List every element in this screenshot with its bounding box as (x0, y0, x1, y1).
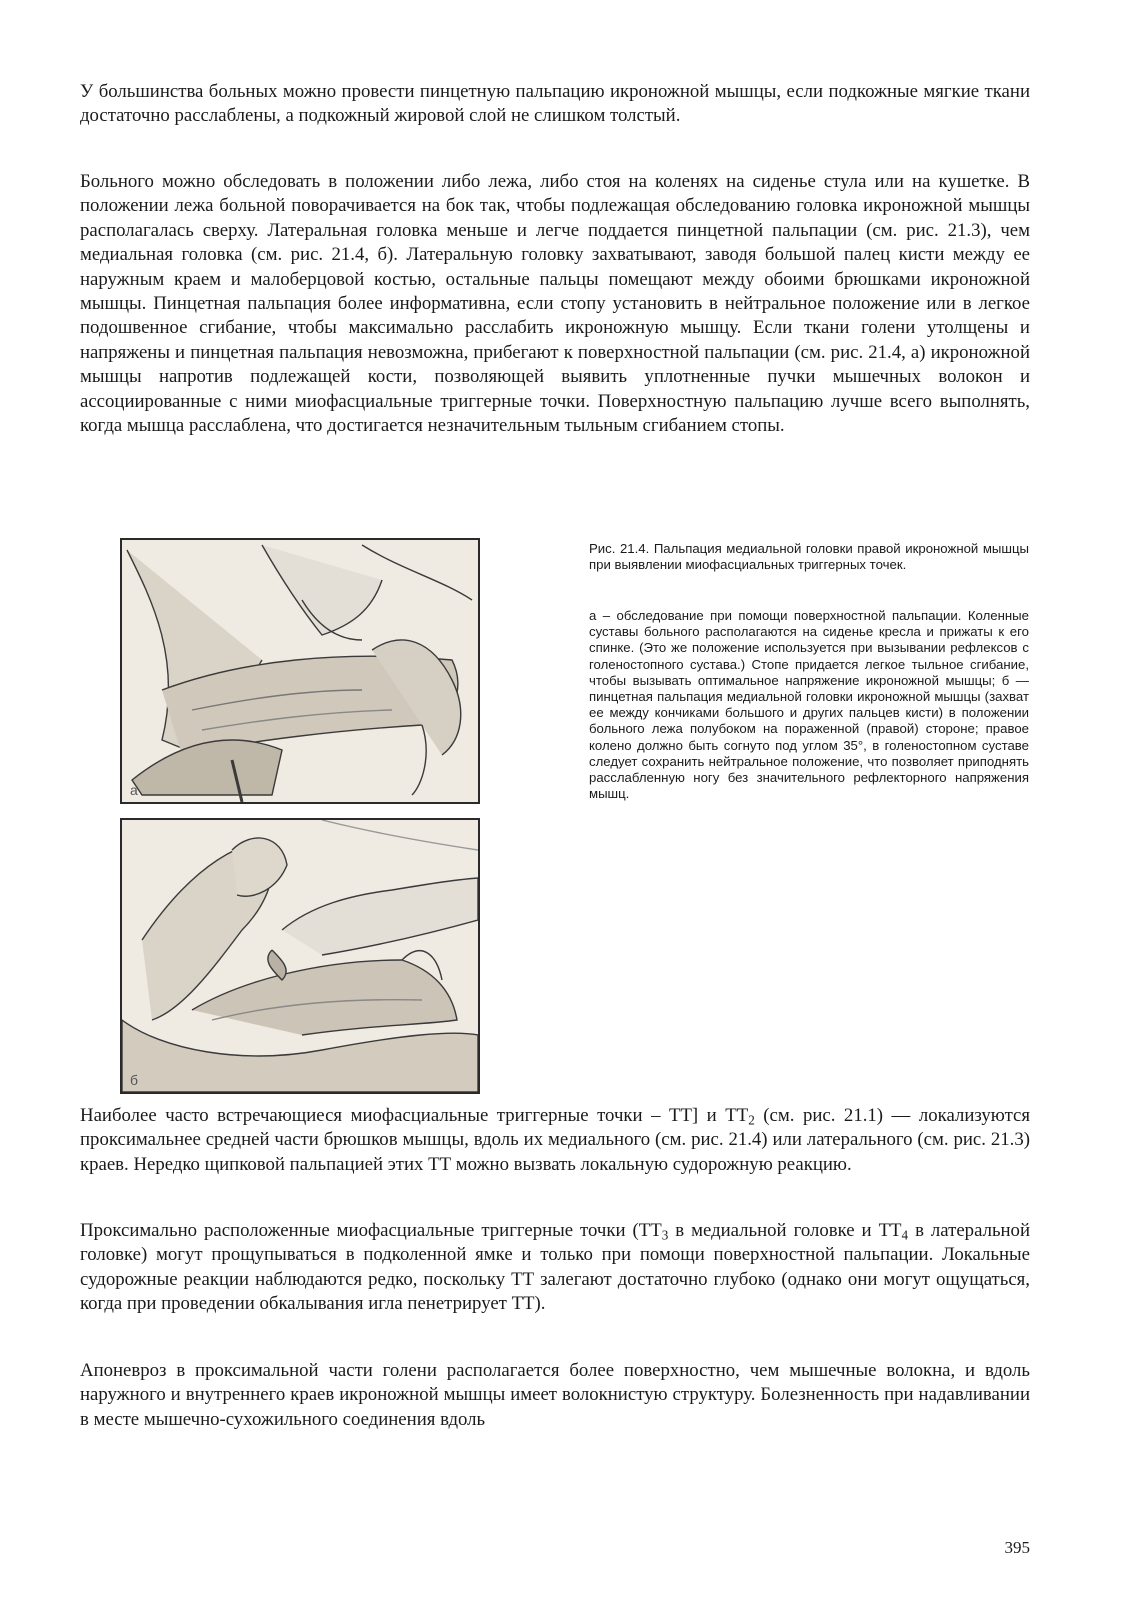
figure-panel-a (120, 538, 480, 804)
paragraph-aponeurosis: Апоневроз в проксимальной части голени располагается более поверхностно, чем мышечные волокна, и вдоль наружного и внутреннего краев икроножной мышцы имеет волокнистую структуру. Болезненность при надавливании в месте мышечно-сухожильного соединения вдоль (80, 1360, 1030, 1430)
paragraph-common-trigger-points (80, 1104, 1030, 1177)
text-segment: в медиальной головке и ТТ (668, 1220, 902, 1241)
figure-caption-title: Рис. 21.4. Пальпация медиальной головки правой икроножной мышцы при выявлении миофасциальных триггерных точек. (589, 541, 1029, 573)
illustration-pincer-palpation (122, 820, 478, 1092)
paragraph-proximal-trigger-points (80, 1219, 1030, 1317)
subscript: 3 (661, 1227, 669, 1243)
paragraph-pincer-palpation-intro: У большинства больных можно провести пинцетную пальпацию икроножной мышцы, если подкожные мягкие ткани достаточно расслаблены, а подкожный жировой слой не слишком толстый. (80, 81, 1030, 127)
figure-caption-body: а – обследование при помощи поверхностной пальпации. Коленные суставы больного располагаются на сиденье кресла и прижаты к его спинке. (Это же положение используется при вызывании рефлексов с голеностопного сустава.) Стопе придается легкое тыльное сгибание, чтобы вызывать оптимальное напряжение икроножной мышцы; б — пинцетная пальпация медиальной головки икроножной мышцы (захват ее между кончиками большого и других пальцев кисти) в положении больного лежа полубоком на пораженной (правой) стороне; правое колено должно быть согнуто под углом 35°, в голеностопном суставе следует сохранить нейтральное положение, что позволяет приподнять расслабленную ногу без значительного рефлекторного напряжения мышц. (589, 608, 1029, 802)
page-number: 395 (1004, 1538, 1030, 1557)
figure-panel-b (120, 818, 480, 1094)
figure-label-b: б (130, 1072, 139, 1088)
figure-label-a: а (130, 782, 138, 798)
illustration-flat-palpation (122, 540, 478, 802)
text-segment: в латеральной головке) могут прощупываться в подколенной ямке и только при помощи поверхностной пальпации. Локальные судорожные реакции наблюдаются редко, поскольку ТТ залегают достаточно глубоко (однако они могут ощущаться, когда при проведении обкалывания игла пенетрирует ТТ). (80, 1220, 1031, 1315)
subscript: 4 (901, 1227, 909, 1243)
text-segment: Наиболее часто встречающиеся миофасциальные триггерные точки – ТТ] и ТТ (80, 1105, 749, 1126)
text-segment: (см. рис. 21.1) — локализуются проксимальнее средней части брюшков мышцы, вдоль их медиального (см. рис. 21.4) или латерального (см. рис. 21.3) краев. Нередко щипковой пальпацией этих ТТ можно вызвать локальную судорожную реакцию. (80, 1105, 1030, 1175)
paragraph-examination-positions: Больного можно обследовать в положении либо лежа, либо стоя на коленях на сиденье стула или на кушетке. В положении лежа больной поворачивается на бок так, чтобы подлежащая обследованию головка икроножной мышцы располагалась сверху. Латеральная головка меньше и легче поддается пинцетной пальпации (см. рис. 21.3), чем медиальная головка (см. рис. 21.4, б). Латеральную головку захватывают, заводя большой палец кисти между ее наружным краем и малоберцовой костью, остальные пальцы помещают между обоими брюшками икроножной мышцы. Пинцетная пальпация более информативна, если стопу установить в нейтральное положение или в легкое подошвенное сгибание, чтобы максимально расслабить икроножную мышцу. Если ткани голени утолщены и напряжены и пинцетная пальпация невозможна, прибегают к поверхностной пальпации (см. рис. 21.4, а) икроножной мышцы напротив подлежащей кости, позволяющей выявить уплотненные пучки мышечных волокон и ассоциированные с ними миофасциальные триггерные точки. Поверхностную пальпацию лучше всего выполнять, когда мышца расслаблена, что достигается незначительным тыльным сгибанием стопы. (80, 171, 1030, 437)
text-segment: Проксимально расположенные миофасциальные триггерные точки (ТТ (80, 1220, 662, 1241)
subscript: 2 (748, 1112, 755, 1128)
